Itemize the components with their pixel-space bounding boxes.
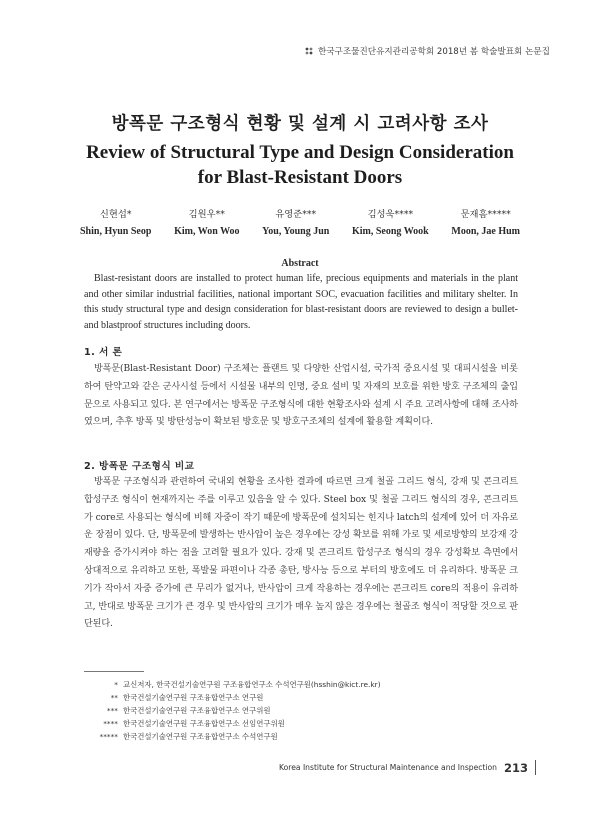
footnote-text: 한국건설기술연구원 구조융합연구소 선임연구위원 — [123, 719, 285, 728]
author-name-korean: 김성욱**** — [367, 209, 414, 220]
footnote — [84, 678, 524, 691]
section-text-comparison: 방폭문 구조형식과 관련하여 국내외 현황을 조사한 결과에 따르면 크게 철골 그리드 형식, 강재 및 콘크리트 합성구조 형식이 현재까지는 주를 이루고 있음을 알 수 있다. Steel box 및 철골 그리드 형식의 경우, 콘크리트가 core로 사용되는 형식에 비해 자중이 작기 때문에 방폭문에 설치되는 힌지나 latch의 설계에 있어 더 자유로운 장점이 있다. 단, 방폭문에 발생하는 반사압이 높은 경우에는 강성 확보를 위해 가로 및 세로방향의 보강재 강재량을 증가시켜야 하는 점을 고려할 필요가 있다. 강재 및 콘크리트 합성구조 형식의 경우 강성확보 측면에서 상대적으로 유리하고 또한, 폭발물 파편이나 각종 총탄, 방사능 등으로 부터의 방호에도 더 유리하다. 방폭문 크기가 작아서 자중 증가에 큰 무리가 없거나, 반사압이 크게 작용하는 경우에는 콘크리트 core의 적용이 유리하고, 반대로 방폭문 크기가 큰 경우 및 반사압의 크기가 매우 높지 않은 경우에는 철골조 형식이 적당할 것으로 판단된다. — [84, 477, 518, 630]
footnote-mark: **** — [103, 719, 118, 728]
author-name-korean: 문재흠***** — [460, 209, 511, 220]
author-name-korean: 신현섭* — [99, 209, 132, 220]
section-heading-comparison: 2. 방폭문 구조형식 비교 — [84, 461, 195, 472]
page-number: 213 — [503, 760, 528, 775]
footnote-text: 한국건설기술연구원 구조융합연구소 연구위원 — [123, 706, 271, 715]
footnote-text: 한국건설기술연구원 구조융합연구소 연구원 — [123, 693, 264, 702]
section-text-introduction: 방폭문(Blast-Resistant Door) 구조체는 플랜트 및 다양한 산업시설, 국가적 중요시설 및 대피시설을 비롯하여 탄약고와 같은 군사시설 등에서 시설물 내부의 인명, 중요 설비 및 자재의 보호를 위한 방호 구조체의 출입문으로 사용되고 있다. 본 연구에서는 방폭문 구조형식에 대한 현황조사와 설계 시 주요 고려사항에 대해 조사하였으며, 추후 방폭 및 방탄성능이 확보된 방호문 및 방호구조체의 설계에 활용할 계획이다. — [84, 364, 518, 428]
page-footer — [279, 760, 536, 775]
author-name-english: You, Young Jun — [262, 226, 330, 237]
footnote-mark: *** — [106, 706, 118, 715]
title-english — [0, 140, 600, 190]
title-korean: 방폭문 구조형식 현황 및 설계 시 고려사항 조사 — [111, 114, 489, 134]
society-emblem-icon — [304, 46, 314, 56]
abstract-text: Blast-resistant doors are installed to protect human life, precious equipments and materials in the plant and other similar industrial facilities, national important SOC, evacuation facilities and military shelter. In this study structural type and design consideration for blast-resistant doors are reviewed to design a bullet- and blastproof structures including doors. — [84, 273, 518, 332]
footnote — [84, 730, 524, 743]
footnote-divider — [84, 671, 144, 672]
author-name-english: Moon, Jae Hum — [451, 226, 520, 237]
running-header — [304, 45, 550, 57]
footnote-mark: ** — [110, 693, 118, 702]
footnote-mark: ***** — [99, 732, 118, 741]
title-english-line-1: Review of Structural Type and Design Consideration — [86, 142, 514, 163]
author — [451, 206, 520, 240]
footnote-mark: * — [114, 680, 118, 689]
footer-divider — [535, 760, 536, 775]
author-name-english: Kim, Seong Wook — [351, 226, 429, 237]
author-name-english: Shin, Hyun Seop — [80, 226, 152, 237]
author-name-korean: 김원우** — [188, 209, 225, 220]
title-english-line-2: for Blast-Resistant Doors — [197, 167, 403, 188]
author-list — [80, 206, 520, 240]
author — [352, 206, 429, 240]
footnote — [84, 717, 524, 730]
footnote — [84, 704, 524, 717]
abstract-heading: Abstract — [281, 258, 319, 269]
author — [80, 206, 151, 240]
author — [174, 206, 239, 240]
author — [262, 206, 329, 240]
section-heading-introduction: 1. 서 론 — [84, 347, 123, 358]
author-name-english: Kim, Won Woo — [174, 226, 240, 237]
footnote — [84, 691, 524, 704]
running-title: 한국구조물진단유지관리공학회 2018년 봄 학술발표회 논문집 — [317, 47, 550, 57]
footnote-text: 한국건설기술연구원 구조융합연구소 수석연구원 — [123, 732, 278, 741]
footnote-text: 교신저자, 한국건설기술연구원 구조융합연구소 수석연구원(hsshin@kict.re.kr) — [123, 680, 381, 689]
footer-organization: Korea Institute for Structural Maintenance and Inspection — [279, 763, 497, 772]
footnote-list — [84, 678, 524, 743]
author-name-korean: 유영준*** — [275, 209, 317, 220]
